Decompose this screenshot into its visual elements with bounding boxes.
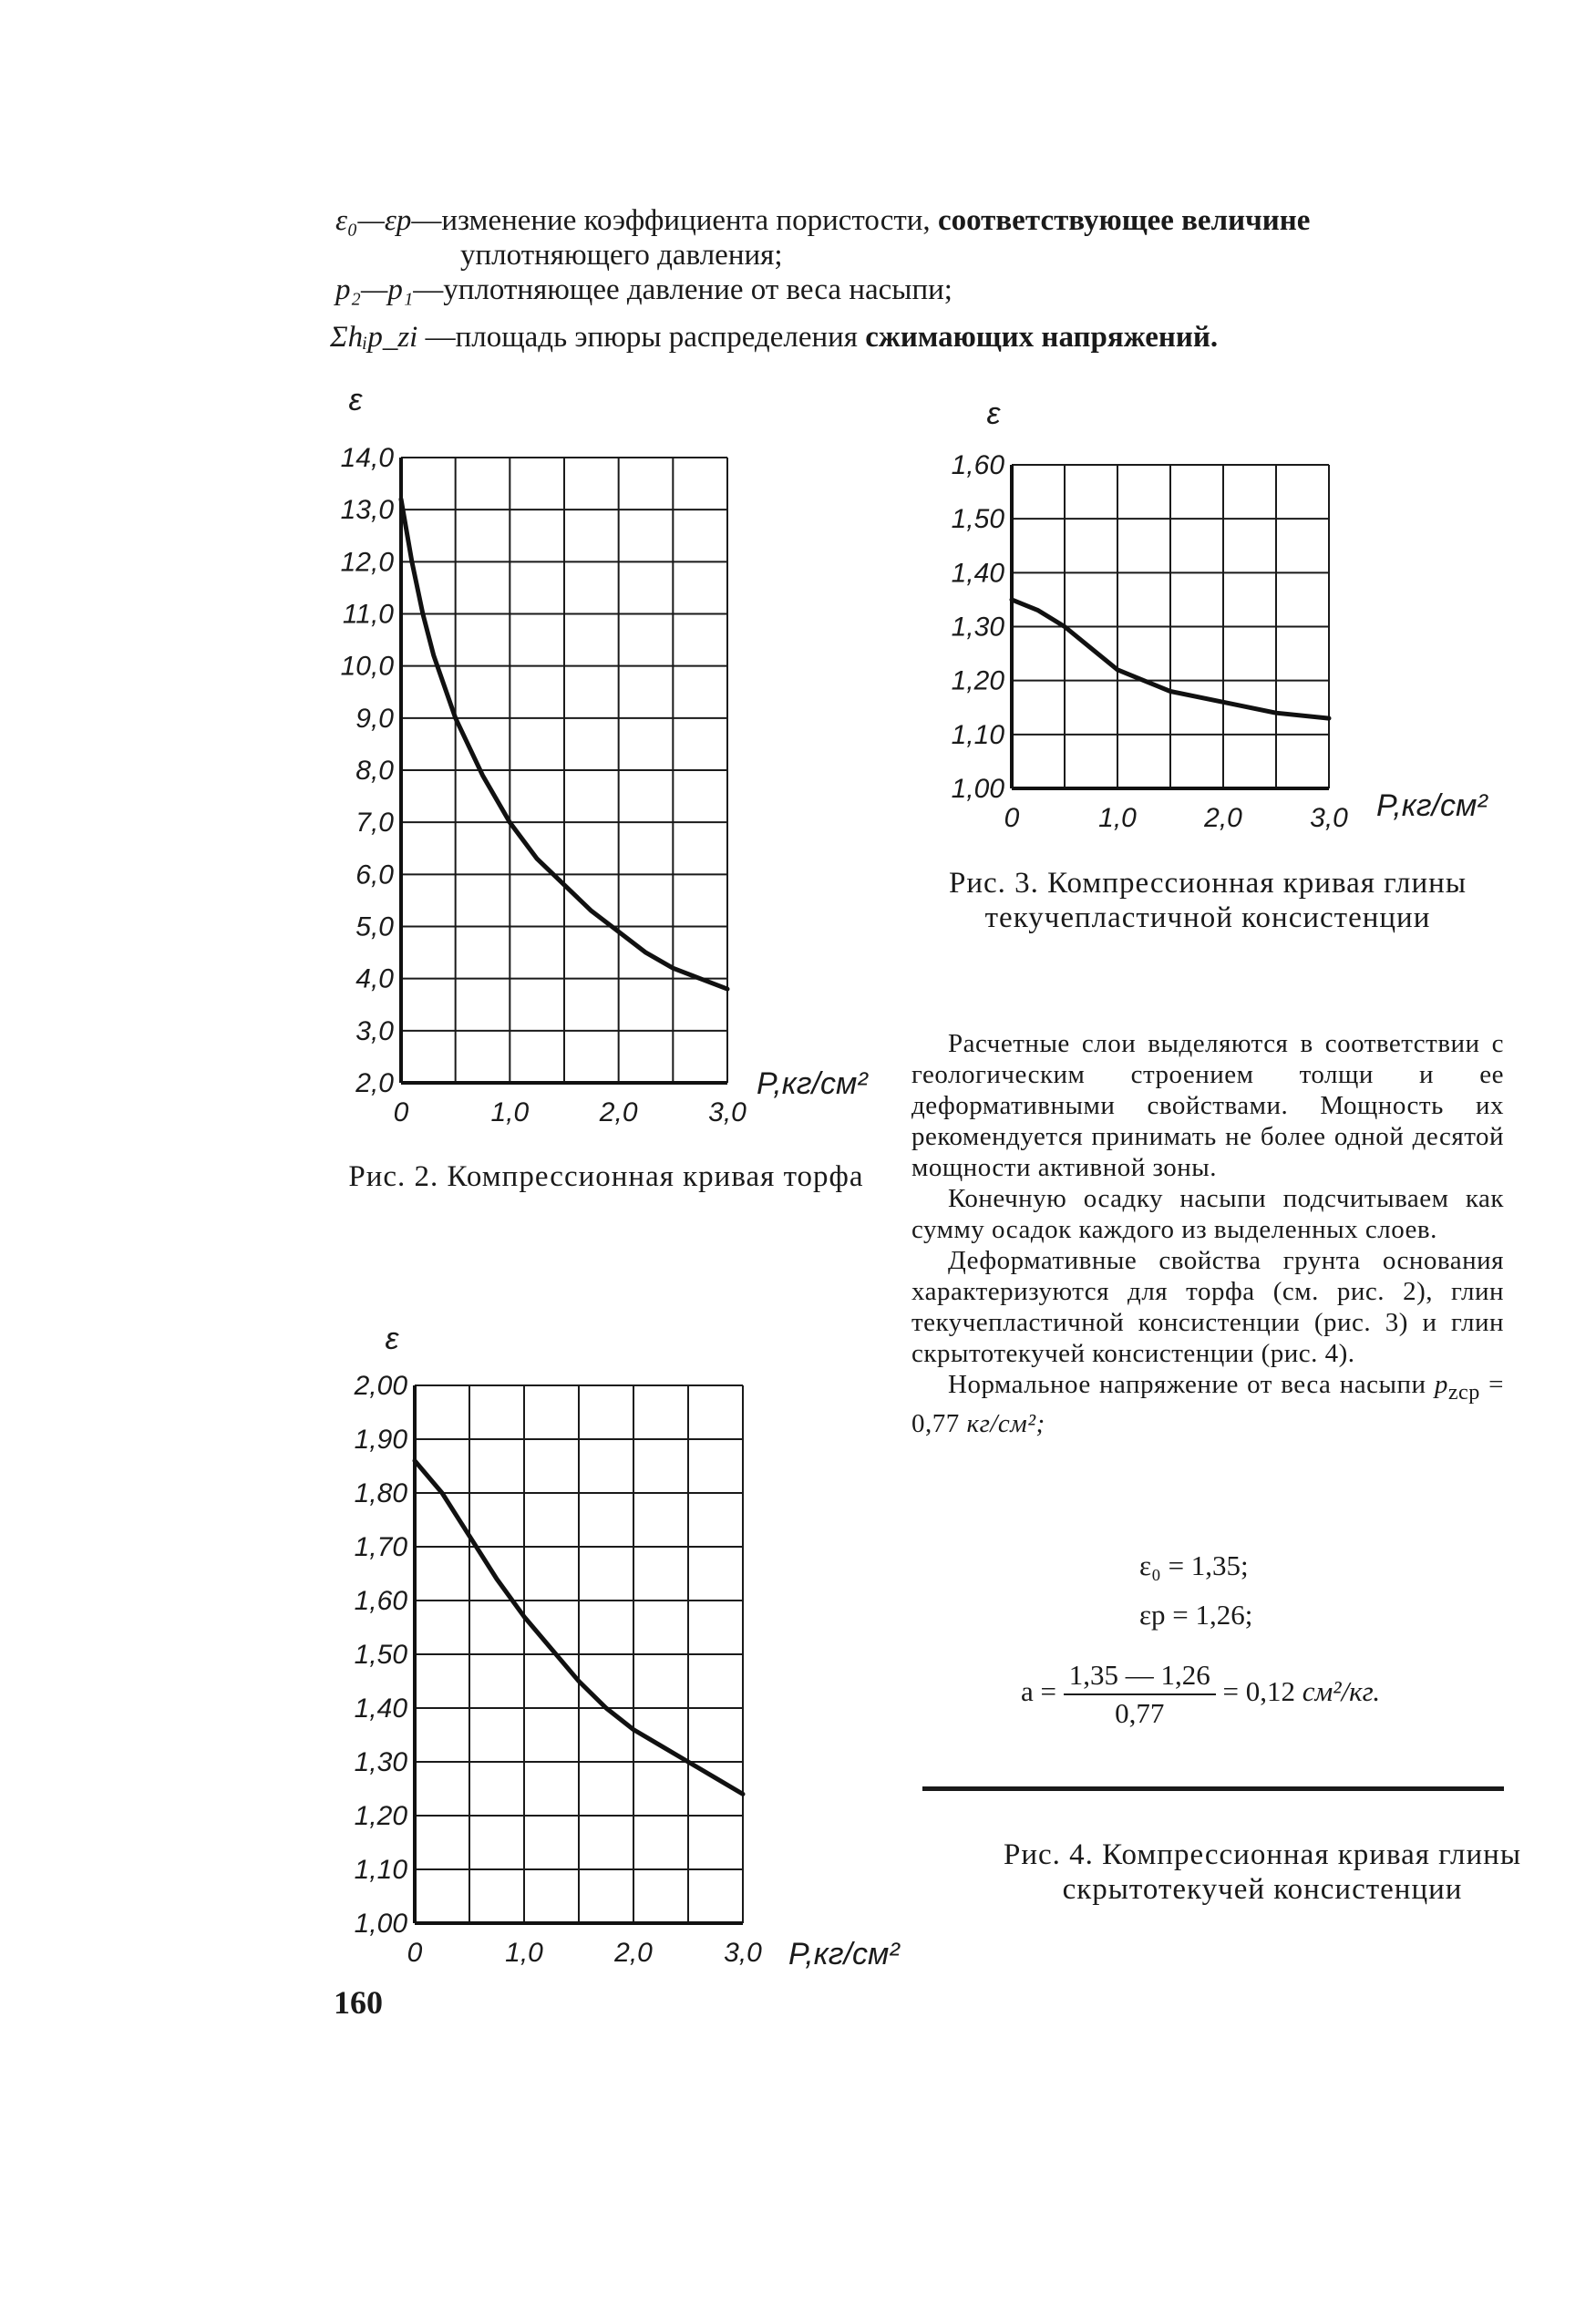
y-tick-label: 2,00: [354, 1371, 407, 1401]
y-tick-label: 2,0: [355, 1068, 394, 1098]
formula-a-numerator: 1,35 — 1,26: [1064, 1657, 1216, 1695]
y-tick-label: 1,60: [354, 1586, 407, 1616]
chart-fluid-clay-compression: [939, 387, 1559, 852]
formula-pz-sub: zср: [1447, 1379, 1480, 1405]
y-tick-label: 9,0: [355, 703, 394, 734]
y-tick-label: 1,70: [354, 1532, 407, 1562]
caption-fig2: Рис. 2. Компрессионная кривая торфа: [348, 1160, 864, 1193]
y-tick-label: 1,50: [951, 504, 1004, 535]
x-tick-label: 0: [1004, 803, 1020, 833]
y-tick-label: 1,50: [354, 1640, 407, 1670]
x-tick-label: 2,0: [599, 1097, 638, 1127]
paragraph: Деформативные свойства грунта основания характеризуются для торфа (см. рис. 2), глин текучепластичной консистенции (рис. 3) и глин скрытотекучей консистенции (рис. 4).: [911, 1246, 1504, 1368]
x-tick-label: 1,0: [490, 1097, 530, 1127]
x-tick-label: 1,0: [1098, 803, 1137, 833]
definition-bold-text: соответствующее величине: [937, 204, 1311, 237]
y-tick-label: 14,0: [340, 443, 394, 473]
y-tick-label: 1,10: [951, 719, 1004, 750]
caption-fig4: Рис. 4. Компрессионная кривая глины скрытотекучей консистенции: [1004, 1838, 1521, 1906]
paragraph: Расчетные слои выделяются в соответствии с геологическим строением толщи и ее деформативными свойствами. Мощность их рекомендуется принимать не более одной десятой мощности активной зоны.: [911, 1029, 1504, 1182]
y-tick-label: 1,60: [951, 450, 1004, 480]
caption-fig3: Рис. 3. Компрессионная кривая глины текучепластичной консистенции: [949, 867, 1467, 934]
y-tick-label: 12,0: [340, 547, 394, 578]
paragraph: Конечную осадку насыпи подсчитываем как сумму осадок каждого из выделенных слоев.: [911, 1184, 1504, 1244]
definition-area: [330, 319, 1218, 355]
y-axis-label: ε: [986, 396, 1001, 431]
formula-pz: p: [1434, 1370, 1448, 1399]
formula-pz-value: = 0,77: [911, 1370, 1504, 1438]
definition-symbol: Σhᵢp_zi: [330, 321, 418, 354]
y-tick-label: 10,0: [340, 651, 394, 682]
y-tick-label: 1,30: [354, 1747, 407, 1777]
y-axis-label: ε: [385, 1322, 399, 1356]
definition-symbol: p₂—p₁: [335, 273, 414, 306]
x-tick-label: 3,0: [708, 1097, 747, 1127]
x-tick-label: 3,0: [1310, 803, 1348, 833]
chart-peat-compression: [328, 374, 875, 1158]
x-tick-label: 3,0: [724, 1938, 762, 1968]
y-tick-label: 1,40: [951, 558, 1004, 589]
y-tick-label: 1,00: [354, 1909, 407, 1939]
x-axis-label: P,кг/см²: [788, 1937, 900, 1969]
definition-pressure: [335, 272, 952, 308]
formula-e0: ε₀ = 1,35;: [1139, 1549, 1249, 1581]
x-axis-label: P,кг/см²: [757, 1066, 868, 1101]
y-axis-label: ε: [348, 383, 363, 417]
x-tick-label: 2,0: [614, 1938, 653, 1968]
formula-pz-unit: кг/см²;: [966, 1408, 1045, 1438]
y-tick-label: 6,0: [355, 859, 394, 890]
y-tick-label: 1,30: [951, 612, 1004, 643]
y-tick-label: 7,0: [355, 808, 394, 839]
y-tick-label: 1,80: [354, 1478, 407, 1508]
x-tick-label: 0: [393, 1097, 409, 1127]
page-number: 160: [334, 1984, 383, 2021]
formula-a-lhs: a =: [1021, 1675, 1056, 1708]
y-tick-label: 1,90: [354, 1425, 407, 1455]
x-axis-label: P,кг/см²: [1376, 788, 1488, 823]
definition-text: —изменение коэффициента пористости,: [411, 204, 938, 237]
definition-symbol: ε₀—εр: [335, 204, 412, 237]
y-tick-label: 4,0: [355, 963, 394, 994]
x-tick-label: 0: [407, 1938, 423, 1968]
formula-ep: εр = 1,26;: [1139, 1599, 1253, 1631]
definition-text: —уплотняющее давление от веса насыпи;: [413, 273, 952, 306]
formula-a-denominator: 0,77: [1115, 1697, 1165, 1729]
y-tick-label: 8,0: [355, 756, 394, 786]
y-tick-label: 1,00: [951, 774, 1004, 804]
x-tick-label: 1,0: [505, 1938, 543, 1968]
y-tick-label: 1,20: [354, 1801, 407, 1831]
definition-text: —площадь эпюры распределения: [417, 321, 866, 354]
y-tick-label: 3,0: [355, 1015, 394, 1046]
definition-porosity: [335, 202, 1310, 239]
y-tick-label: 1,10: [354, 1855, 407, 1885]
y-tick-label: 11,0: [342, 599, 394, 630]
definition-bold-text: сжимающих напряжений.: [865, 321, 1219, 354]
paragraph: [911, 1369, 1504, 1439]
y-tick-label: 1,40: [354, 1693, 407, 1724]
section-divider: [922, 1786, 1504, 1791]
formula-a: [1021, 1657, 1380, 1732]
formula-a-rhs: = 0,12: [1222, 1675, 1295, 1708]
definition-porosity-cont: уплотняющего давления;: [460, 239, 783, 272]
formula-a-fraction: [1064, 1657, 1216, 1732]
body-text: [911, 1028, 1504, 1439]
chart-latent-clay-compression: [346, 1294, 939, 1969]
paragraph-text: Нормальное напряжение от веса насыпи: [948, 1370, 1426, 1399]
chart-latent-clay-svg: [346, 1294, 939, 1969]
chart-fluid-clay-svg: [939, 387, 1559, 852]
y-tick-label: 1,20: [951, 665, 1004, 696]
y-tick-label: 5,0: [355, 911, 394, 942]
y-tick-label: 13,0: [340, 495, 394, 526]
x-tick-label: 2,0: [1204, 803, 1242, 833]
formula-a-unit: см²/кг.: [1302, 1675, 1381, 1708]
chart-peat-svg: [328, 374, 875, 1158]
